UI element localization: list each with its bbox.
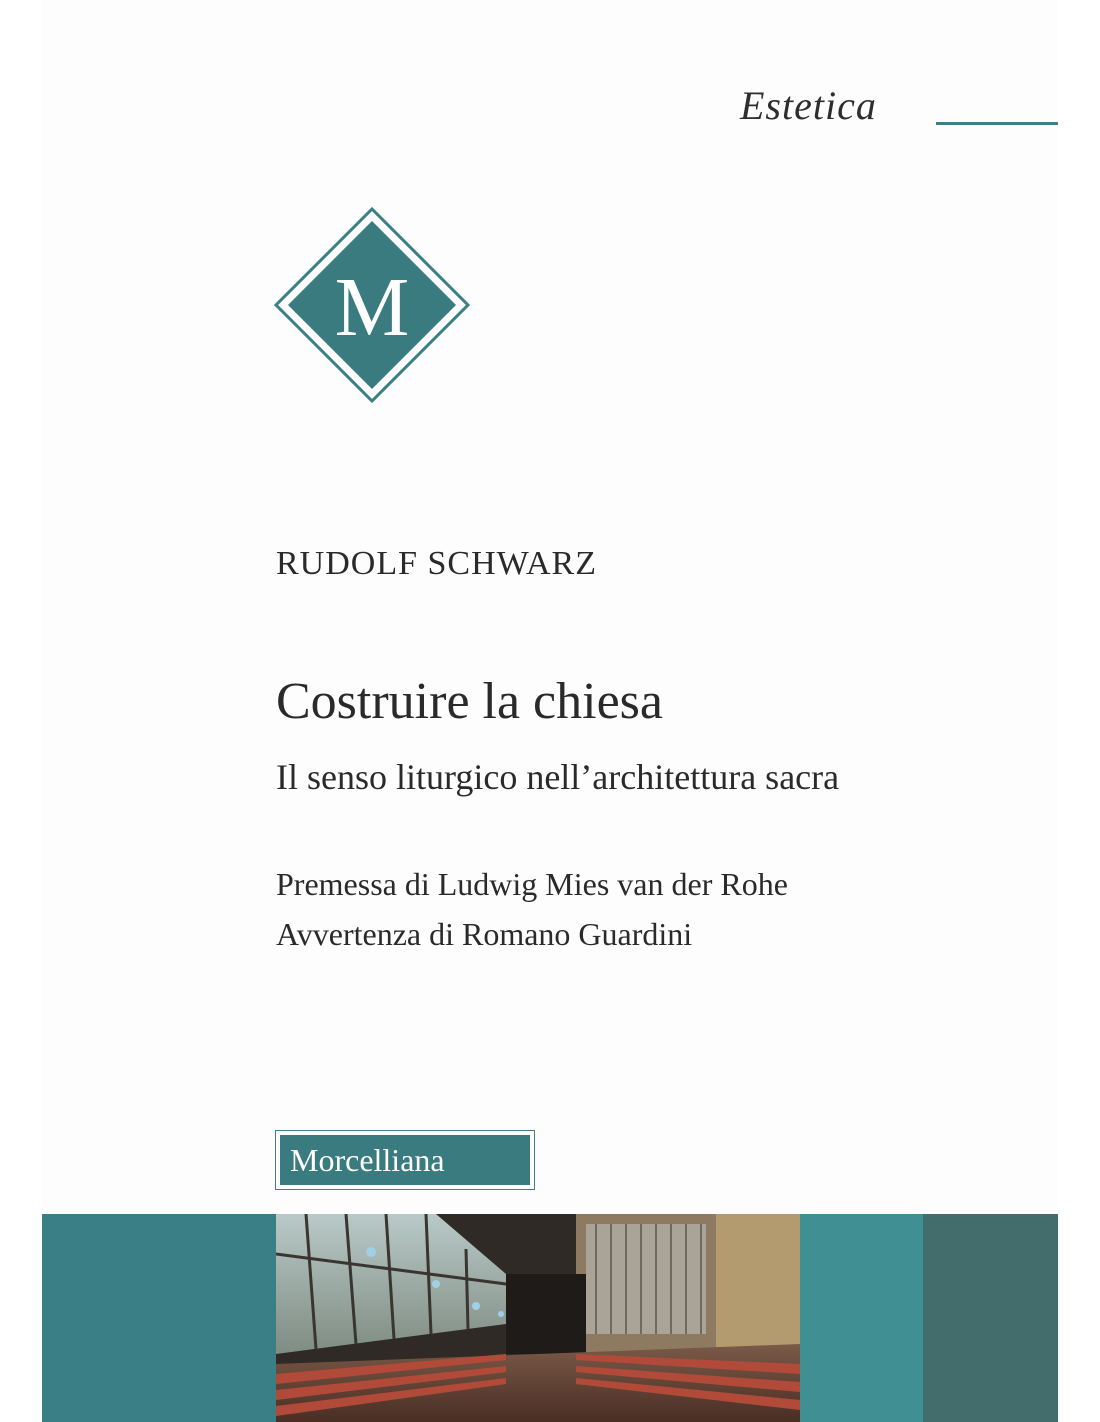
color-band-light-teal [800, 1214, 923, 1422]
publisher-logo-icon [274, 207, 470, 403]
series-rule [936, 122, 1058, 125]
logo-letter: M [334, 261, 410, 354]
preface-credit: Premessa di Ludwig Mies van der Rohe [276, 866, 788, 902]
note-credit: Avvertenza di Romano Guardini [276, 916, 693, 952]
book-title: Costruire la chiesa [276, 673, 663, 730]
publisher-badge [275, 1130, 535, 1190]
publisher-name: Morcelliana [290, 1142, 445, 1178]
publisher-badge-fill [280, 1135, 530, 1185]
author-name: RUDOLF SCHWARZ [276, 545, 597, 582]
color-band-slate [923, 1214, 1058, 1422]
series-label: Estetica [740, 83, 877, 128]
book-subtitle: Il senso liturgico nell’architettura sacra [276, 757, 840, 797]
color-band-teal [42, 1214, 276, 1422]
church-interior-photo [276, 1214, 800, 1422]
